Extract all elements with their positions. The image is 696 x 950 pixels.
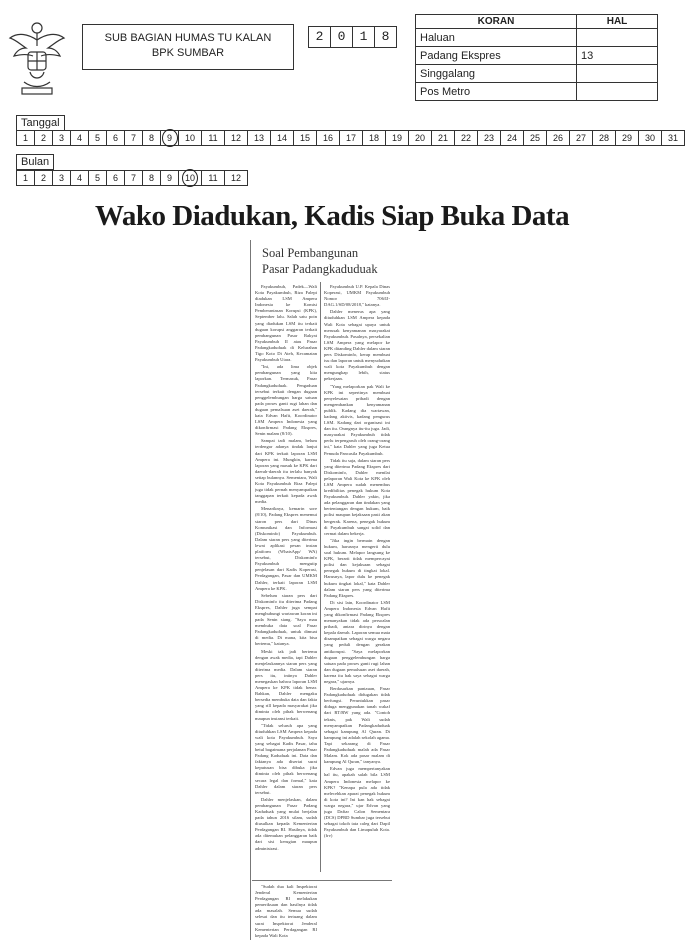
month-cell: 4: [70, 170, 89, 186]
date-cell: 27: [569, 130, 593, 146]
article-paragraph: "Sudah dua kali Inspektorat Jenderal Kementerian Perdagangan RI melakukan pemeriksaan dan hasilnya tidak ada masalah. Semua sudah selesai dan itu tertuang dalam surat Inspektorat Jenderal Kementerian Perdagangan RI kepada Wali Kota: [255, 884, 317, 938]
garuda-emblem-icon: [6, 16, 68, 100]
article-paragraph: Sebelum siaran pers dari Diskominfo itu diterima Padang Ekspres, Dahler juga sempat menghubungi wartawan koran ini pada Senin siang. "Saya mau membuka data soal Pasar Padangkaduduak, untuk dimuat di media. Di mana, kita bisa bertemu," katanya.: [255, 592, 317, 647]
table-row: [416, 83, 658, 101]
article-paragraph: "Yang melaporkan pak Wali ke KPK ini sepertinya membuat penyelesaian pribadi dengan mengembankan kenyamanan publik. Kadang dia wartawan, kadang aktivis, kadang pengurus LSM. Kadang dari organisasi ini dan itu. Orangnya itu-itu juga. Jadi, masyarakat Payakumbuh tidak perlu terpengaruh oleh orang-orang ini," kata Dahler yang juga Ketua Pemuda Pancasila Payakumbuh.: [324, 383, 390, 456]
newspaper-table: [415, 14, 658, 101]
date-cell: 24: [500, 130, 524, 146]
office-name-line1: SUB BAGIAN HUMAS TU KALAN: [104, 32, 272, 44]
office-name-line2: BPK SUMBAR: [151, 47, 225, 59]
article-paragraph: Edvan juga mempertanyakan hal itu, apakah salah bila LSM Ampera Indonesia melapor ke KPK? "Kenapa pula ada tidak melecehkan aparat penegak hukum di kota ini? Ini kan hak sebagai warga negara," ujar Edvan yang juga Daftar Calon Sementara (DCS) DPRD Sumbar juga tersebut sebagai tokoh tata caleg dari Dapil Payakumbuh dan Limapuluh Kota. (frv): [324, 766, 390, 839]
month-cell: 11: [201, 170, 225, 186]
article-column-1-continued: [255, 884, 317, 940]
selected-circle-marker: [162, 129, 178, 147]
year-digit: 2: [308, 26, 331, 48]
article-paragraph: Dahler menerus apa yang dituduhkan LSM Ampera kepada Wali Kota sebagai upaya untuk merusak kenyamanan masyarakat Payakumbuh. Pasalnya, persekalian LSM Ampera yang melapor ke KPK ditanding Dahler dalam siaran pers Diskominfo, kerap membuat isu dan laporan untuk menyudutkan wali kota Payakumbuh dengan mengungkap lebih, status pekerjaan.: [324, 309, 390, 382]
date-cell: 15: [293, 130, 317, 146]
date-cell: 18: [362, 130, 386, 146]
date-cell: 3: [52, 130, 71, 146]
article-column-2: [324, 284, 390, 940]
month-cell: 3: [52, 170, 71, 186]
table-row: [416, 29, 658, 47]
month-cell: 8: [142, 170, 161, 186]
month-cell: 12: [224, 170, 248, 186]
date-cell: 13: [247, 130, 271, 146]
tanggal-label: Tanggal: [16, 115, 65, 131]
date-cell: 22: [454, 130, 478, 146]
date-cell: 1: [16, 130, 35, 146]
article-paragraph: "Ini, ada lima objek pembangunan yang kita laporkan. Termasuk, Pasar Padangkaduduak. Pengaduan tersebut terkait dengan dugaan penggelembungan harga satuan pada proses ganti rugi lahan dan dugaan pemalsuan aset daerah," kata Edvan Hafit, Koordinator LSM Ampera Indonesia yang dikonfirmasi Padang Ekspres, Senin malam (8/10).: [255, 364, 317, 437]
koran-column-header: KORAN: [416, 15, 577, 29]
date-number-row: [17, 130, 685, 146]
date-cell: 30: [638, 130, 662, 146]
date-cell: 28: [592, 130, 616, 146]
newspaper-name: Padang Ekspres: [416, 47, 577, 65]
article-paragraph: Tidak itu saja, dalam siaran pers yang diterima Padang Ekspres dari Diskominfo, Dahler menilai pelaporan Wali Kota ke KPK oleh LSM Ampera sudah menembus kredibilitas penegak hukum Kota Payakumbuh. Dahler yakin, jika ada pelanggaran dan tindakan yang bertentangan dengan hukum, baik polisi maupun kejaksaan pasti akan bergerak. Karena, penegak hukum di Payakumbuh sangat solid dan cermat dalam bekerja.: [324, 457, 390, 536]
date-cell: 16: [316, 130, 340, 146]
date-cell: 10: [178, 130, 202, 146]
date-cell: 4: [70, 130, 89, 146]
month-cell: 6: [106, 170, 125, 186]
table-row: [416, 65, 658, 83]
date-cell: 25: [523, 130, 547, 146]
article-paragraph: Menariknya, kemarin sore (8/10), Padang Ekspres menemui staron pers dari Dinas Komunikasi dan Informasi (Diskominfo) Payakumbuh. Dalam siaran pers yang diterima lewat aplikasi pesan instan platform (WhatsApp/ WA) tersebut, Diskominfo Payakumbuh mengutip penjelasan dari Kadis Koperasi, Perdagangan, Pasar dan UMKM Dahler, terkait laporan LSM Ampera ke KPK.: [255, 506, 317, 591]
office-label-box: [82, 24, 294, 70]
article-paragraph: Meski tak jadi bertemu dengan awak media, tapi Dahler menjelaskannya siaran pers yang diterima media. Dalam siaran pers itu, intinya Dahler menegaskan bahwa laporan LSM Ampera ke KPK tidak benar. Bahkan, Dahler mengaku bersedia membuka data dan fakta yang rill kepada masyarakat jika diminta oleh pihak berwenang maupun instansi terkait.: [255, 648, 317, 721]
page-number: [577, 65, 658, 83]
article-paragraph: "Jika ingin bermain dengan hukum, harusnya mengerti dulu soal hukum. Melapor langsung ke KPK, berarti tidak mempercayai polisi dan kejaksaan sebagai penegak hukum di tingkat lokal. Harusnya, lapor dulu ke penegak hukum tingkat lokal," kata Dahler dalam siaran pers yang diterima Padang Ekspres.: [324, 537, 390, 598]
subhead-line: Pasar Padangkaduduak: [262, 262, 378, 276]
article-subhead: [262, 245, 432, 277]
date-cell: 6: [106, 130, 125, 146]
date-cell: 11: [201, 130, 225, 146]
page-number: [577, 83, 658, 101]
month-cell: 2: [34, 170, 53, 186]
column-divider: [250, 240, 251, 940]
month-cell: 10: [178, 170, 202, 186]
month-cell: 5: [88, 170, 107, 186]
date-cell: 26: [546, 130, 570, 146]
date-cell: 12: [224, 130, 248, 146]
column-divider: [320, 282, 321, 872]
year-box: [309, 26, 397, 46]
date-cell: 31: [661, 130, 685, 146]
year-digit: 0: [330, 26, 353, 48]
date-cell: 7: [124, 130, 143, 146]
month-number-row: [17, 170, 248, 186]
date-cell: 21: [431, 130, 455, 146]
article-paragraph: Sampai tadi malam, belum terdengar adanya tindak lanjut dari KPK terkait laporan LSM Ampera ini. Mungkin, karena laporan yang masuk ke KPK dari daerah-daerah itu terlalu banyak setiap bulannya. Sementara, Wali Kota Payakumbuh Riza Falepi juga tidak pernah menyampaikan tanggapan terkait kepada awak media.: [255, 438, 317, 505]
date-cell: 23: [477, 130, 501, 146]
hal-column-header: HAL: [577, 15, 658, 29]
page-number: 13: [577, 47, 658, 65]
page-number: [577, 29, 658, 47]
bulan-label: Bulan: [16, 154, 54, 170]
date-cell: 20: [408, 130, 432, 146]
table-row: [416, 47, 658, 65]
article-column-1: [255, 284, 317, 876]
date-cell: 19: [385, 130, 409, 146]
article-paragraph: Dahler menjelaskan, dalam pembangunan Pasar Padang Kaduduak yang mulai berjalan pada tahun 2016 silam, sudah diusulkan kepada Kementerian Perdagangan RI. Hasilnya, tidak ada ditemukan pelanggaran baik dari sisi kerugian maupun administrasi.: [255, 796, 317, 851]
date-cell: 5: [88, 130, 107, 146]
subhead-line: Soal Pembangunan: [262, 246, 359, 260]
newspaper-name: Singgalang: [416, 65, 577, 83]
date-cell: 29: [615, 130, 639, 146]
year-digit: 1: [352, 26, 375, 48]
article-paragraph: Payakumbuh, Padek—Wali Kota Payakumbuh, Riza Falepi diadukan LSM Ampera Indonesia ke Komisi Pemberantasan Korupsi (KPK), September lalu. Salah satu poin yang diadukan LSM itu terkait dugaan korupsi anggaran terkait pembangunan Pasar Rakyat Payakumbuh II atau Pasar Padangkaduduak di Kelurahan Tigo Koto Di Ateh, Kecamatan Payakumbuh Utara.: [255, 284, 317, 363]
article-paragraph: Berdasarkan pantauan, Pasar Padangkaduduak didugakan tidak berfungsi. Peruntukkan pasar diduga menggunakan tanah wakaf dari RT/RW yang ada. "Contoh teknis, pak Wali sudah menyampaikan Padangkaduduak sebagai kampung Al Quran. Di kampung ini adalah sekolah agama. Tapi sekarang di Pasar Padangkaduduak malah ada Pasar Malam. Kok ada pasar malam di kampung Al Quran," tanyanya.: [324, 686, 390, 765]
article-paragraph: "Tidak seluruh apa yang dituduhkan LSM Ampera kepada wali kota Payakumbuh. Saya yang sebagai Kadis Pasar, tahu betul bagaimana perjalanan Pasar Padang Kaduduak ini. Data dan faktanya ada disertai surat keputusan bisa dibuka jika diminta oleh pihak berwenang secara legal dan formal," kata Dahler dalam siaran pers tersebut.: [255, 722, 317, 795]
newspaper-name: Pos Metro: [416, 83, 577, 101]
date-cell: 9: [160, 130, 179, 146]
article-paragraph: Payakumbuh U.P. Kepala Dinas Koperasi, UMKM Payakumbuh Nomor 706/IJ-DAG.1/SD/08/2018," katanya.: [324, 284, 390, 308]
date-cell: 8: [142, 130, 161, 146]
date-cell: 17: [339, 130, 363, 146]
year-digit: 8: [374, 26, 397, 48]
article-paragraph: Di sisi lain, Koordinator LSM Ampera Indonesia Edvan Hafit yang dikonfirmasi Padang Ekspres menanyakan tidak ada persoalan pribadi, antara dirinya dengan kepala daerah. Laporan semua mata disampaikan sebagai warga negara yang peduli dengan gerakan antikorupsi. "Saya melaporkan dugaan penggelembungan harga satuan pada proses ganti rugi lahan dan dugaan pemalsuan aset daerah, karena itu hak saya sebagai warga negara," ujarnya.: [324, 599, 390, 684]
month-cell: 1: [16, 170, 35, 186]
month-cell: 7: [124, 170, 143, 186]
date-cell: 14: [270, 130, 294, 146]
selected-circle-marker: [182, 169, 198, 187]
month-cell: 9: [160, 170, 179, 186]
article-headline: Wako Diadukan, Kadis Siap Buka Data: [95, 200, 570, 232]
date-cell: 2: [34, 130, 53, 146]
newspaper-name: Haluan: [416, 29, 577, 47]
